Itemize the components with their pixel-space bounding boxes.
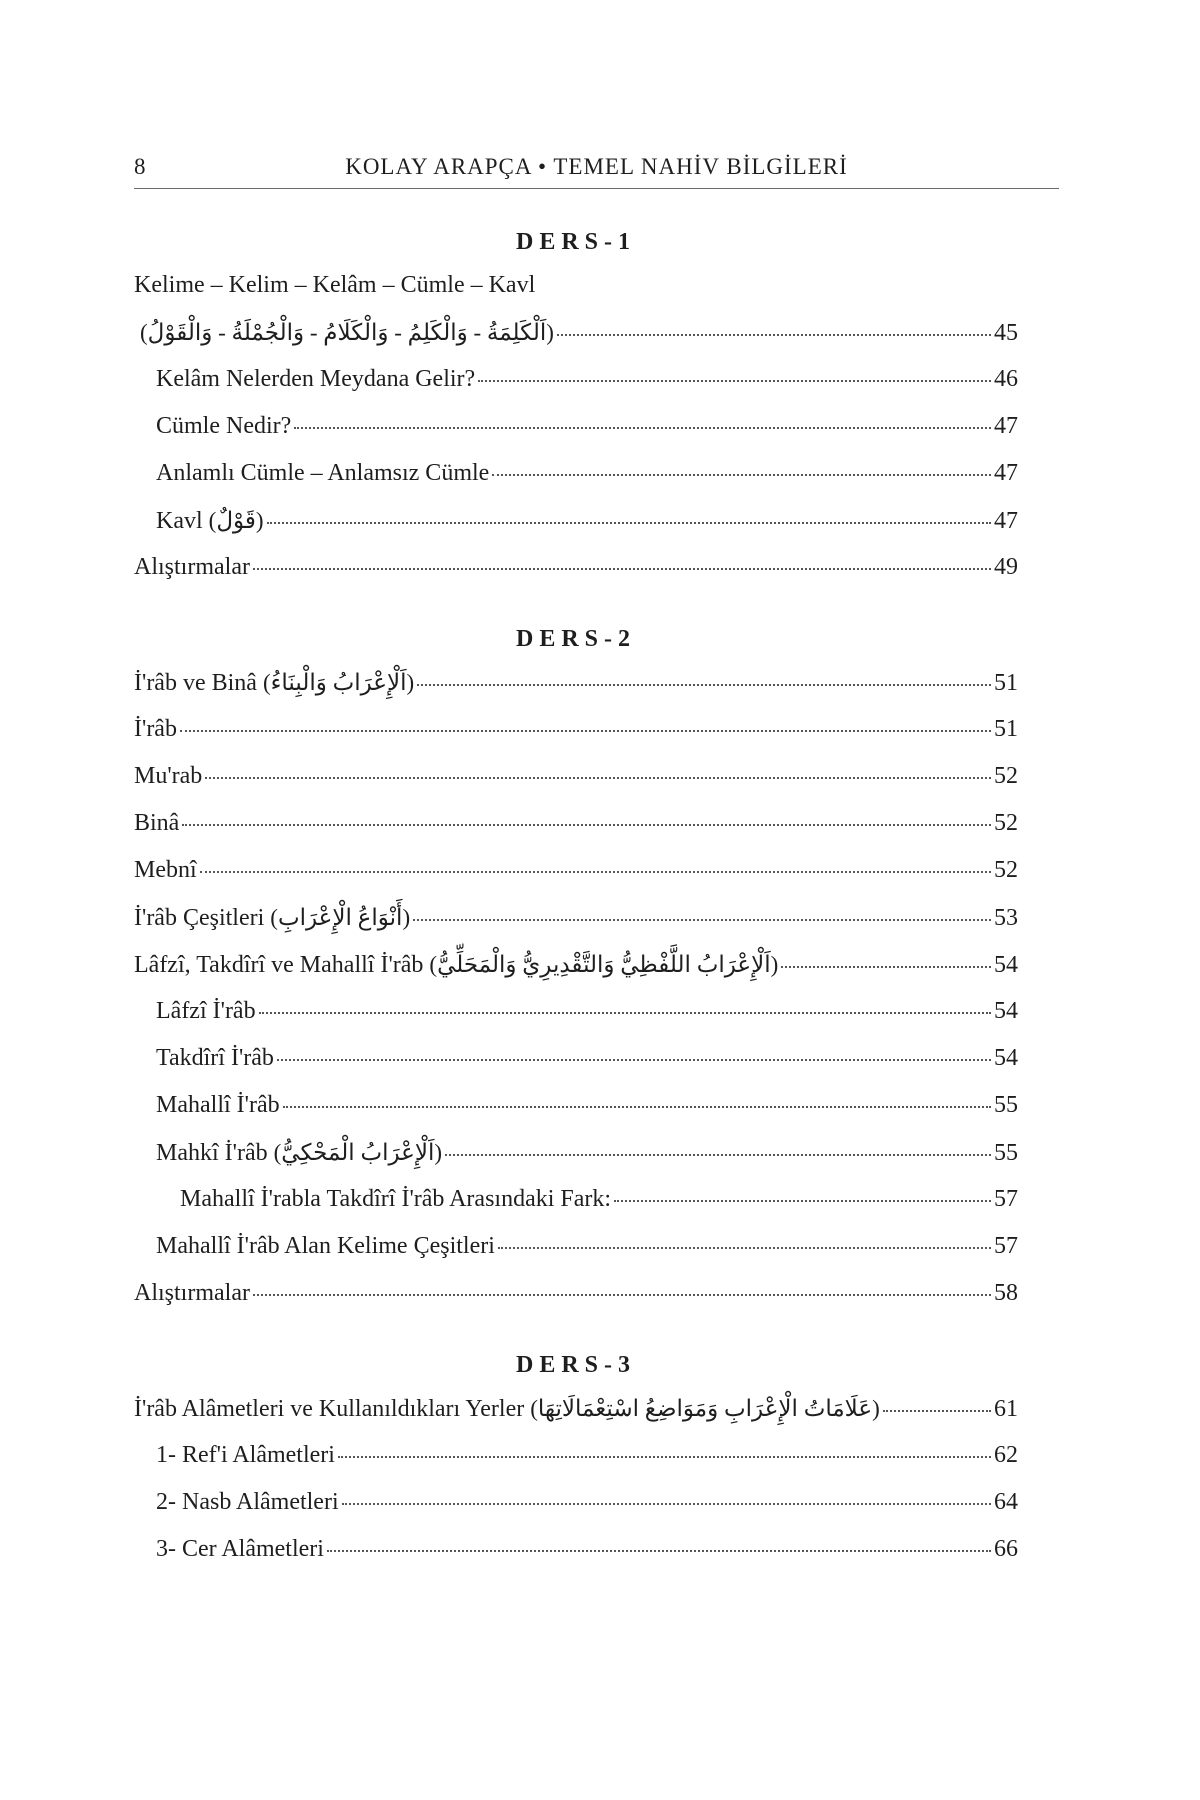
toc-entry[interactable] — [134, 894, 1018, 941]
section-heading: DERS-2 — [515, 626, 636, 652]
dot-leader — [180, 729, 991, 732]
entry-page-number: 49 — [994, 554, 1018, 580]
entry-page-number: 47 — [994, 413, 1018, 439]
entry-title: Kavl — [156, 508, 203, 534]
entry-arabic-title: (اَلْإِعْرَابُ وَالْبِنَاءُ) — [262, 670, 415, 695]
entry-arabic-title: (اَلْإِعْرَابُ الْمَحْكِيُّ) — [273, 1140, 443, 1165]
entry-title: Mu'rab — [134, 763, 203, 789]
entry-title: Alıştırmalar — [134, 1280, 250, 1306]
toc-entry[interactable] — [134, 800, 1018, 847]
entry-page-number: 51 — [994, 670, 1018, 696]
toc-entry[interactable] — [134, 356, 1018, 403]
toc-section — [134, 222, 1018, 591]
entry-page-number: 64 — [994, 1489, 1018, 1515]
toc-entry[interactable] — [134, 1479, 1018, 1526]
entry-page-number: 52 — [994, 763, 1018, 789]
dot-leader — [413, 918, 991, 921]
page-number: 8 — [134, 154, 146, 179]
entry-page-number: 57 — [994, 1186, 1018, 1212]
entry-title: İ'râb — [134, 716, 177, 742]
section-heading: DERS-3 — [515, 1352, 636, 1378]
toc-entry[interactable] — [134, 1082, 1018, 1129]
entry-page-number: 57 — [994, 1233, 1018, 1259]
toc-entry[interactable] — [134, 1223, 1018, 1270]
book-title: KOLAY ARAPÇA • TEMEL NAHİV BİLGİLERİ — [345, 154, 848, 179]
entry-page-number: 54 — [994, 998, 1018, 1024]
dot-leader — [498, 1246, 991, 1249]
running-head — [134, 148, 1059, 189]
entry-page-number: 52 — [994, 857, 1018, 883]
entry-page-number: 55 — [994, 1092, 1018, 1118]
entry-page-number: 46 — [994, 366, 1018, 392]
toc-entry[interactable] — [134, 941, 1018, 988]
dot-leader — [445, 1153, 991, 1156]
dot-leader — [614, 1199, 991, 1202]
entry-page-number: 62 — [994, 1442, 1018, 1468]
entry-title: Alıştırmalar — [134, 554, 250, 580]
entry-page-number: 58 — [994, 1280, 1018, 1306]
entry-title: Mahkî İ'râb — [156, 1140, 268, 1166]
entry-title: Lâfzî, Takdîrî ve Mahallî İ'râb — [134, 952, 424, 978]
entry-title: Binâ — [134, 810, 180, 836]
entry-title: İ'râb Alâmetleri ve Kullanıldıkları Yerler — [134, 1396, 525, 1422]
dot-leader — [294, 426, 991, 429]
toc-entry[interactable] — [134, 309, 1018, 356]
dot-leader — [253, 567, 991, 570]
toc-entry[interactable] — [134, 450, 1018, 497]
entry-arabic-title: (اَلْكَلِمَةُ - وَالْكَلِمُ - وَالْكَلَامُ - وَالْجُمْلَةُ - وَالْقَوْلُ) — [140, 320, 554, 345]
entry-arabic-title: (أَنْوَاعُ الْإِعْرَابِ) — [270, 905, 411, 930]
entry-title: İ'râb ve Binâ — [134, 670, 257, 696]
dot-leader — [283, 1105, 991, 1108]
entry-page-number: 54 — [994, 952, 1018, 978]
table-of-contents — [134, 222, 1018, 1601]
dot-leader — [205, 776, 991, 779]
entry-arabic-title: (قَوْلٌ) — [208, 508, 264, 533]
entry-title: Mahallî İ'rabla Takdîrî İ'râb Arasındaki Fark: — [180, 1186, 612, 1212]
entry-page-number: 53 — [994, 905, 1018, 931]
dot-leader — [182, 823, 991, 826]
dot-leader — [267, 521, 991, 524]
dot-leader — [478, 379, 991, 382]
entry-page-number: 51 — [994, 716, 1018, 742]
toc-entry[interactable] — [134, 706, 1018, 753]
toc-entry[interactable] — [134, 1129, 1018, 1176]
dot-leader — [557, 333, 991, 336]
entry-title: Takdîrî İ'râb — [156, 1045, 274, 1071]
entry-page-number: 47 — [994, 508, 1018, 534]
dot-leader — [200, 870, 991, 873]
dot-leader — [338, 1455, 991, 1458]
dot-leader — [259, 1011, 991, 1014]
toc-entry[interactable] — [134, 847, 1018, 894]
entry-title: İ'râb Çeşitleri — [134, 905, 265, 931]
toc-entry[interactable] — [134, 403, 1018, 450]
entry-page-number: 61 — [994, 1396, 1018, 1422]
entry-title: Kelâm Nelerden Meydana Gelir? — [156, 366, 476, 392]
entry-page-number: 47 — [994, 460, 1018, 486]
toc-entry[interactable] — [134, 1035, 1018, 1082]
entry-title: 1- Ref'i Alâmetleri — [156, 1442, 335, 1468]
toc-entry[interactable] — [134, 1526, 1018, 1573]
dot-leader — [327, 1549, 991, 1552]
dot-leader — [883, 1409, 991, 1412]
entry-page-number: 54 — [994, 1045, 1018, 1071]
toc-entry[interactable] — [134, 1432, 1018, 1479]
dot-leader — [417, 683, 991, 686]
dot-leader — [781, 965, 991, 968]
toc-section — [134, 619, 1018, 1317]
entry-title: Mahallî İ'râb Alan Kelime Çeşitleri — [156, 1233, 495, 1259]
toc-entry[interactable] — [134, 1176, 1018, 1223]
entry-page-number: 66 — [994, 1536, 1018, 1562]
entry-title: 3- Cer Alâmetleri — [156, 1536, 324, 1562]
dot-leader — [342, 1502, 991, 1505]
entry-page-number: 45 — [994, 320, 1018, 346]
entry-title: 2- Nasb Alâmetleri — [156, 1489, 339, 1515]
entry-title: Cümle Nedir? — [156, 413, 292, 439]
toc-entry[interactable] — [134, 988, 1018, 1035]
toc-entry[interactable] — [134, 753, 1018, 800]
entry-title: Mebnî — [134, 857, 197, 883]
toc-section — [134, 1345, 1018, 1573]
entry-arabic-title: (اَلْإِعْرَابُ اللَّفْظِيُّ وَالتَّقْدِيرِيُّ وَالْمَحَلِّيُّ) — [429, 952, 779, 977]
entry-page-number: 52 — [994, 810, 1018, 836]
toc-entry[interactable] — [134, 1385, 1018, 1432]
entry-title: Lâfzî İ'râb — [156, 998, 256, 1024]
entry-page-number: 55 — [994, 1140, 1018, 1166]
toc-entry[interactable] — [134, 1270, 1018, 1317]
dot-leader — [492, 473, 991, 476]
entry-title: Anlamlı Cümle – Anlamsız Cümle — [156, 460, 490, 486]
dot-leader — [253, 1293, 991, 1296]
entry-title: Mahallî İ'râb — [156, 1092, 280, 1118]
toc-entry[interactable] — [134, 659, 1018, 706]
toc-entry[interactable] — [134, 544, 1018, 591]
toc-entry[interactable] — [134, 497, 1018, 544]
entry-arabic-title: (عَلَامَاتُ الْإِعْرَابِ وَمَوَاضِعُ اسْتِعْمَالَاتِهَا) — [530, 1396, 880, 1421]
toc-entry[interactable] — [134, 262, 1018, 309]
dot-leader — [277, 1058, 991, 1061]
section-heading: DERS-1 — [515, 229, 636, 255]
entry-title: Kelime – Kelim – Kelâm – Cümle – Kavl — [134, 272, 536, 298]
